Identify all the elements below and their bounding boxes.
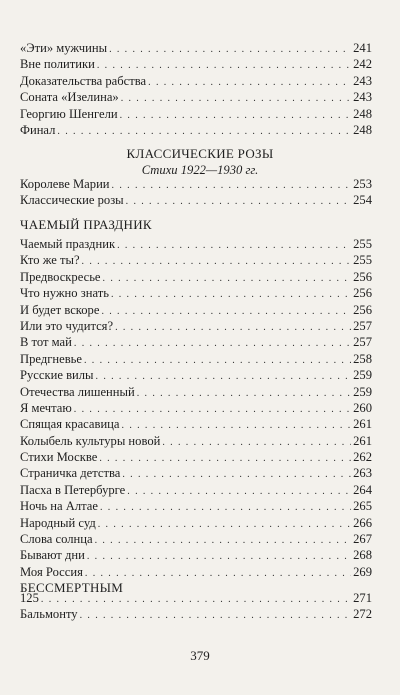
toc-entry-page: 253 bbox=[353, 177, 372, 191]
dot-leader bbox=[95, 533, 352, 549]
toc-entry-page: 243 bbox=[353, 73, 372, 88]
toc-entry bbox=[20, 40, 372, 56]
section-heading-awaited-holiday: ЧАЕМЫЙ ПРАЗДНИК bbox=[20, 217, 152, 232]
toc-entry bbox=[20, 547, 372, 563]
toc-entry bbox=[20, 482, 372, 498]
toc-entry bbox=[20, 590, 372, 606]
toc-entry bbox=[20, 515, 372, 531]
section-heading-immortals: БЕССМЕРТНЫМ bbox=[20, 580, 124, 595]
toc-entry-page: 258 bbox=[353, 351, 372, 366]
dot-leader bbox=[74, 336, 351, 352]
toc-group-1 bbox=[20, 40, 372, 138]
toc-entry-page: 257 bbox=[353, 335, 372, 350]
toc-entry bbox=[20, 367, 372, 383]
toc-entry-title: Спящая красавица bbox=[20, 417, 120, 432]
dot-leader bbox=[115, 320, 351, 336]
toc-entry-title: Отечества лишенный bbox=[20, 384, 135, 399]
dot-leader bbox=[85, 566, 351, 582]
toc-entry-page: 259 bbox=[353, 368, 372, 383]
toc-entry-title: Предвоскресье bbox=[20, 269, 101, 284]
dot-leader bbox=[101, 304, 351, 320]
dot-leader bbox=[87, 549, 351, 565]
toc-entry bbox=[20, 302, 372, 318]
toc-entry-title: Или это чудится? bbox=[20, 318, 114, 333]
dot-leader bbox=[117, 238, 351, 254]
toc-entry bbox=[20, 56, 372, 72]
toc-entry-title: Бальмонту bbox=[20, 607, 78, 622]
page-number: 379 bbox=[190, 648, 210, 663]
toc-entry-title: Ночь на Алтае bbox=[20, 499, 98, 514]
toc-entry bbox=[20, 433, 372, 449]
toc-entry-title: Классические розы bbox=[20, 193, 124, 208]
dot-leader bbox=[162, 435, 351, 451]
toc-entry bbox=[20, 449, 372, 465]
dot-leader bbox=[109, 42, 351, 58]
toc-entry bbox=[20, 176, 372, 192]
toc-entry-page: 271 bbox=[353, 591, 372, 605]
toc-entry bbox=[20, 606, 372, 622]
dot-leader bbox=[127, 484, 351, 500]
toc-entry-page: 248 bbox=[353, 106, 372, 121]
dot-leader bbox=[41, 592, 351, 608]
toc-entry-page: 261 bbox=[353, 417, 372, 432]
toc-entry-title: Страничка детства bbox=[20, 466, 121, 481]
toc-entry-title: Слова солнца bbox=[20, 532, 93, 547]
toc-entry-title: Пасха в Петербурге bbox=[20, 482, 126, 497]
toc-group-4 bbox=[20, 590, 372, 623]
toc-entry bbox=[20, 89, 372, 105]
dot-leader bbox=[111, 287, 351, 303]
dot-leader bbox=[122, 467, 351, 483]
dot-leader bbox=[112, 178, 352, 194]
toc-entry-page: 263 bbox=[353, 466, 372, 481]
section-heading-classic-roses: КЛАССИЧЕСКИЕ РОЗЫ bbox=[126, 146, 274, 161]
toc-entry-page: 242 bbox=[353, 57, 372, 72]
toc-entry bbox=[20, 106, 372, 122]
toc-entry-page: 254 bbox=[353, 193, 372, 208]
toc-entry bbox=[20, 465, 372, 481]
toc-entry bbox=[20, 73, 372, 89]
toc-entry-title: Предгневье bbox=[20, 351, 82, 366]
toc-entry bbox=[20, 416, 372, 432]
toc-entry-page: 255 bbox=[353, 253, 372, 268]
toc-entry-page: 265 bbox=[353, 499, 372, 514]
toc-entry-page: 256 bbox=[353, 286, 372, 301]
toc-entry bbox=[20, 252, 372, 268]
toc-entry bbox=[20, 122, 372, 138]
toc-entry bbox=[20, 192, 372, 208]
toc-entry-title: Соната «Изелина» bbox=[20, 90, 119, 105]
toc-entry-title: И будет вскоре bbox=[20, 302, 100, 317]
dot-leader bbox=[137, 386, 351, 402]
toc-entry bbox=[20, 351, 372, 367]
toc-entry bbox=[20, 564, 372, 580]
toc-entry-page: 256 bbox=[353, 269, 372, 284]
toc-entry-title: Русские вилы bbox=[20, 368, 94, 383]
dot-leader bbox=[100, 500, 351, 516]
dot-leader bbox=[99, 451, 351, 467]
toc-entry-page: 261 bbox=[353, 433, 372, 448]
toc-entry bbox=[20, 334, 372, 350]
toc-entry bbox=[20, 285, 372, 301]
toc-entry-page: 256 bbox=[353, 302, 372, 317]
toc-entry-title: Доказательства рабства bbox=[20, 73, 147, 88]
dot-leader bbox=[84, 353, 351, 369]
dot-leader bbox=[57, 124, 351, 140]
toc-entry-page: 259 bbox=[353, 384, 372, 399]
dot-leader bbox=[121, 91, 351, 107]
toc-entry-title: 125 bbox=[20, 591, 39, 605]
section-subtitle-years: Стихи 1922—1930 гг. bbox=[141, 163, 259, 177]
toc-entry-page: 262 bbox=[353, 450, 372, 465]
toc-entry-title: Чаемый праздник bbox=[20, 237, 116, 251]
toc-entry-title: Моя Россия bbox=[20, 564, 83, 579]
toc-entry bbox=[20, 498, 372, 514]
toc-entry-title: «Эти» мужчины bbox=[20, 41, 108, 55]
toc-entry-title: Я мечтаю bbox=[20, 400, 72, 415]
dot-leader bbox=[148, 75, 351, 91]
toc-entry-page: 267 bbox=[353, 532, 372, 547]
toc-entry bbox=[20, 531, 372, 547]
dot-leader bbox=[80, 608, 352, 624]
toc-entry-page: 243 bbox=[353, 90, 372, 105]
toc-entry bbox=[20, 269, 372, 285]
dot-leader bbox=[120, 108, 351, 124]
toc-entry-title: Финал bbox=[20, 122, 56, 137]
toc-entry-title: Бывают дни bbox=[20, 548, 85, 563]
dot-leader bbox=[126, 194, 351, 210]
dot-leader bbox=[98, 517, 351, 533]
toc-entry-page: 248 bbox=[353, 122, 372, 137]
toc-entry-title: Кто же ты? bbox=[20, 253, 80, 268]
toc-entry-title: Георгию Шенгели bbox=[20, 106, 118, 121]
toc-entry bbox=[20, 236, 372, 252]
dot-leader bbox=[82, 254, 352, 270]
toc-entry-page: 260 bbox=[353, 400, 372, 415]
toc-entry bbox=[20, 318, 372, 334]
toc-entry-page: 257 bbox=[353, 318, 372, 333]
toc-entry-page: 266 bbox=[353, 515, 372, 530]
toc-entry-title: Народный суд bbox=[20, 515, 96, 530]
toc-entry-page: 269 bbox=[353, 564, 372, 579]
toc-group-3 bbox=[20, 236, 372, 580]
toc-entry-title: Колыбель культуры новой bbox=[20, 433, 161, 448]
toc-entry-page: 272 bbox=[353, 607, 372, 622]
toc-entry-page: 264 bbox=[353, 482, 372, 497]
toc-entry-title: Вне политики bbox=[20, 57, 95, 72]
toc-entry bbox=[20, 400, 372, 416]
toc-entry-page: 268 bbox=[353, 548, 372, 563]
toc-entry-title: В тот май bbox=[20, 335, 72, 350]
toc-entry-title: Стихи Москве bbox=[20, 450, 98, 465]
toc-entry-title: Что нужно знать bbox=[20, 286, 109, 301]
toc-entry-title: Королеве Марии bbox=[20, 177, 110, 191]
toc-entry bbox=[20, 384, 372, 400]
toc-entry-page: 255 bbox=[353, 237, 372, 251]
dot-leader bbox=[103, 271, 352, 287]
toc-entry-page: 241 bbox=[353, 41, 372, 55]
toc-group-2 bbox=[20, 176, 372, 209]
